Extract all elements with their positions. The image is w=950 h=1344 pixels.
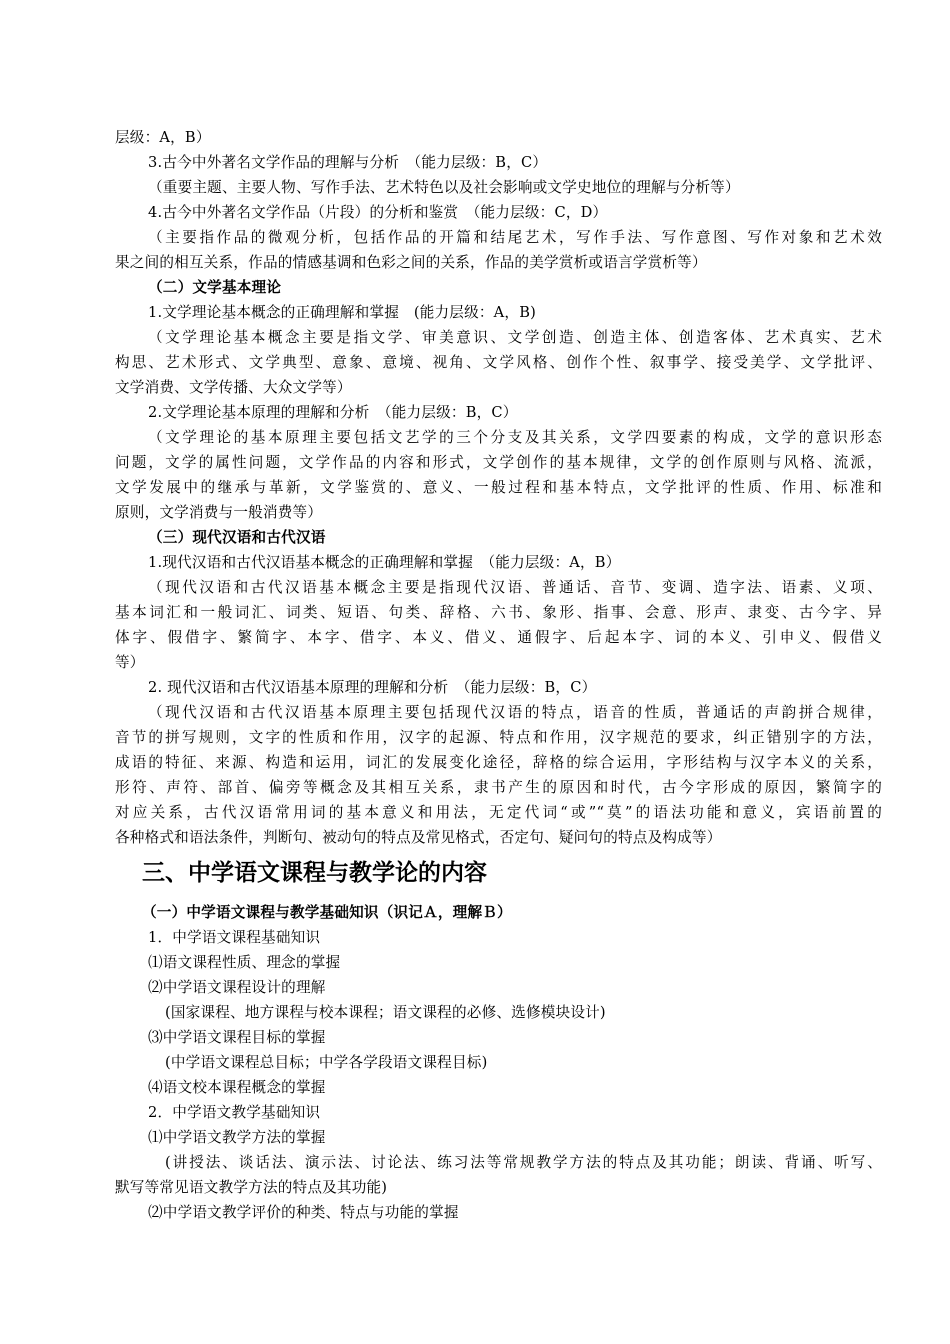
text-line: (中学语文课程总目标；中学各学段语文课程目标) [165, 1054, 488, 1071]
text-line: 默写等常见语文教学方法的特点及其功能) [115, 1179, 388, 1196]
text-line: 对应关系，古代汉语常用词的基本意义和用法，无定代词“或”“莫”的语法功能和意义，宾语前置的 [115, 804, 882, 821]
text-line: （文学理论的基本原理主要包括文艺学的三个分支及其关系，文学四要素的构成，文学的意识形态 [148, 429, 882, 446]
text-line: 2. 现代汉语和古代汉语基本原理的理解和分析 （能力层级：B，C） [148, 679, 597, 696]
text-line: 1.文学理论基本概念的正确理解和掌握 (能力层级：A，B) [148, 304, 537, 321]
text-line: 形符、声符、部首、偏旁等概念及其相互关系，隶书产生的原因和时代，古今字形成的原因，繁简字的 [115, 779, 882, 796]
text-line: ⑴中学语文教学方法的掌握 [148, 1129, 326, 1146]
text-line: 文学发展中的继承与革新，文学鉴赏的、意义、一般过程和基本特点，文学批评的性质、作用、标准和 [115, 479, 882, 496]
text-line: 等） [115, 654, 145, 671]
text-line: 问题，文学的属性问题，文学作品的内容和形式，文学创作的基本规律，文学的创作原则与风格、流派， [115, 454, 882, 471]
text-line: 3.古今中外著名文学作品的理解与分析 （能力层级：B，C） [148, 154, 548, 171]
text-line: 构思、艺术形式、文学典型、意象、意境、视角、文学风格、创作个性、叙事学、接受美学、文学批评、 [115, 354, 882, 371]
text-line: 层级：A，B） [115, 129, 211, 146]
text-line: (国家课程、地方课程与校本课程；语文课程的必修、选修模块设计) [165, 1004, 606, 1021]
text-line: 各种格式和语法条件，判断句、被动句的特点及常见格式，否定句、疑问句的特点及构成等） [115, 829, 722, 846]
text-line: （主要指作品的微观分析，包括作品的开篇和结尾艺术，写作手法、写作意图、写作对象和艺术效 [148, 229, 882, 246]
text-line: 成语的特征、来源、构造和运用，词汇的发展变化途径，辞格的综合运用，字形结构与汉字本义的关系， [115, 754, 882, 771]
text-line: （现代汉语和古代汉语基本概念主要是指现代汉语、普通话、音节、变调、造字法、语素、义项、 [148, 579, 882, 596]
text-line: ⑷语文校本课程概念的掌握 [148, 1079, 326, 1096]
text-line: (讲授法、谈话法、演示法、讨论法、练习法等常规教学方法的特点及其功能；朗读、背诵、听写、 [165, 1154, 882, 1171]
text-line: 原则，文学消费与一般消费等） [115, 504, 323, 521]
text-line: 果之间的相互关系，作品的情感基调和色彩之间的关系，作品的美学赏析或语言学赏析等） [115, 254, 707, 271]
text-line: 音节的拼写规则，文字的性质和作用，汉字的起源、特点和作用，汉字规范的要求，纠正错别字的方法， [115, 729, 882, 746]
text-line: 2．中学语文教学基础知识 [148, 1104, 321, 1121]
text-line: 体字、假借字、繁简字、本字、借字、本义、借义、通假字、后起本字、词的本义、引申义、假借义 [115, 629, 882, 646]
text-line: 2.文学理论基本原理的理解和分析 （能力层级：B，C） [148, 404, 518, 421]
section-heading: （二）文学基本理论 [148, 279, 282, 296]
text-line: ⑵中学语文教学评价的种类、特点与功能的掌握 [148, 1204, 459, 1221]
text-line: （重要主题、主要人物、写作手法、艺术特色以及社会影响或文学史地位的理解与分析等） [148, 179, 740, 196]
text-line: 基本词汇和一般词汇、词类、短语、句类、辞格、六书、象形、指事、会意、形声、隶变、古今字、异 [115, 604, 882, 621]
chapter-heading: 三、中学语文课程与教学论的内容 [142, 860, 487, 886]
text-line: ⑴语文课程性质、理念的掌握 [148, 954, 341, 971]
text-line: ⑶中学语文课程目标的掌握 [148, 1029, 326, 1046]
text-line: 4.古今中外著名文学作品（片段）的分析和鉴赏 （能力层级：C，D） [148, 204, 608, 221]
text-line: 1.现代汉语和古代汉语基本概念的正确理解和掌握 （能力层级：A，B） [148, 554, 621, 571]
section-heading: （三）现代汉语和古代汉语 [148, 529, 326, 546]
text-line: （现代汉语和古代汉语基本原理主要包括现代汉语的特点，语音的性质，普通话的声韵拼合规律， [148, 704, 882, 721]
text-line: 1．中学语文课程基础知识 [148, 929, 321, 946]
section-heading: （一）中学语文课程与教学基础知识（识记Ａ，理解Ｂ） [142, 904, 512, 921]
text-line: ⑵中学语文课程设计的理解 [148, 979, 326, 996]
text-line: （文学理论基本概念主要是指文学、审美意识、文学创造、创造主体、创造客体、艺术真实、艺术 [148, 329, 882, 346]
text-line: 文学消费、文学传播、大众文学等） [115, 379, 352, 396]
